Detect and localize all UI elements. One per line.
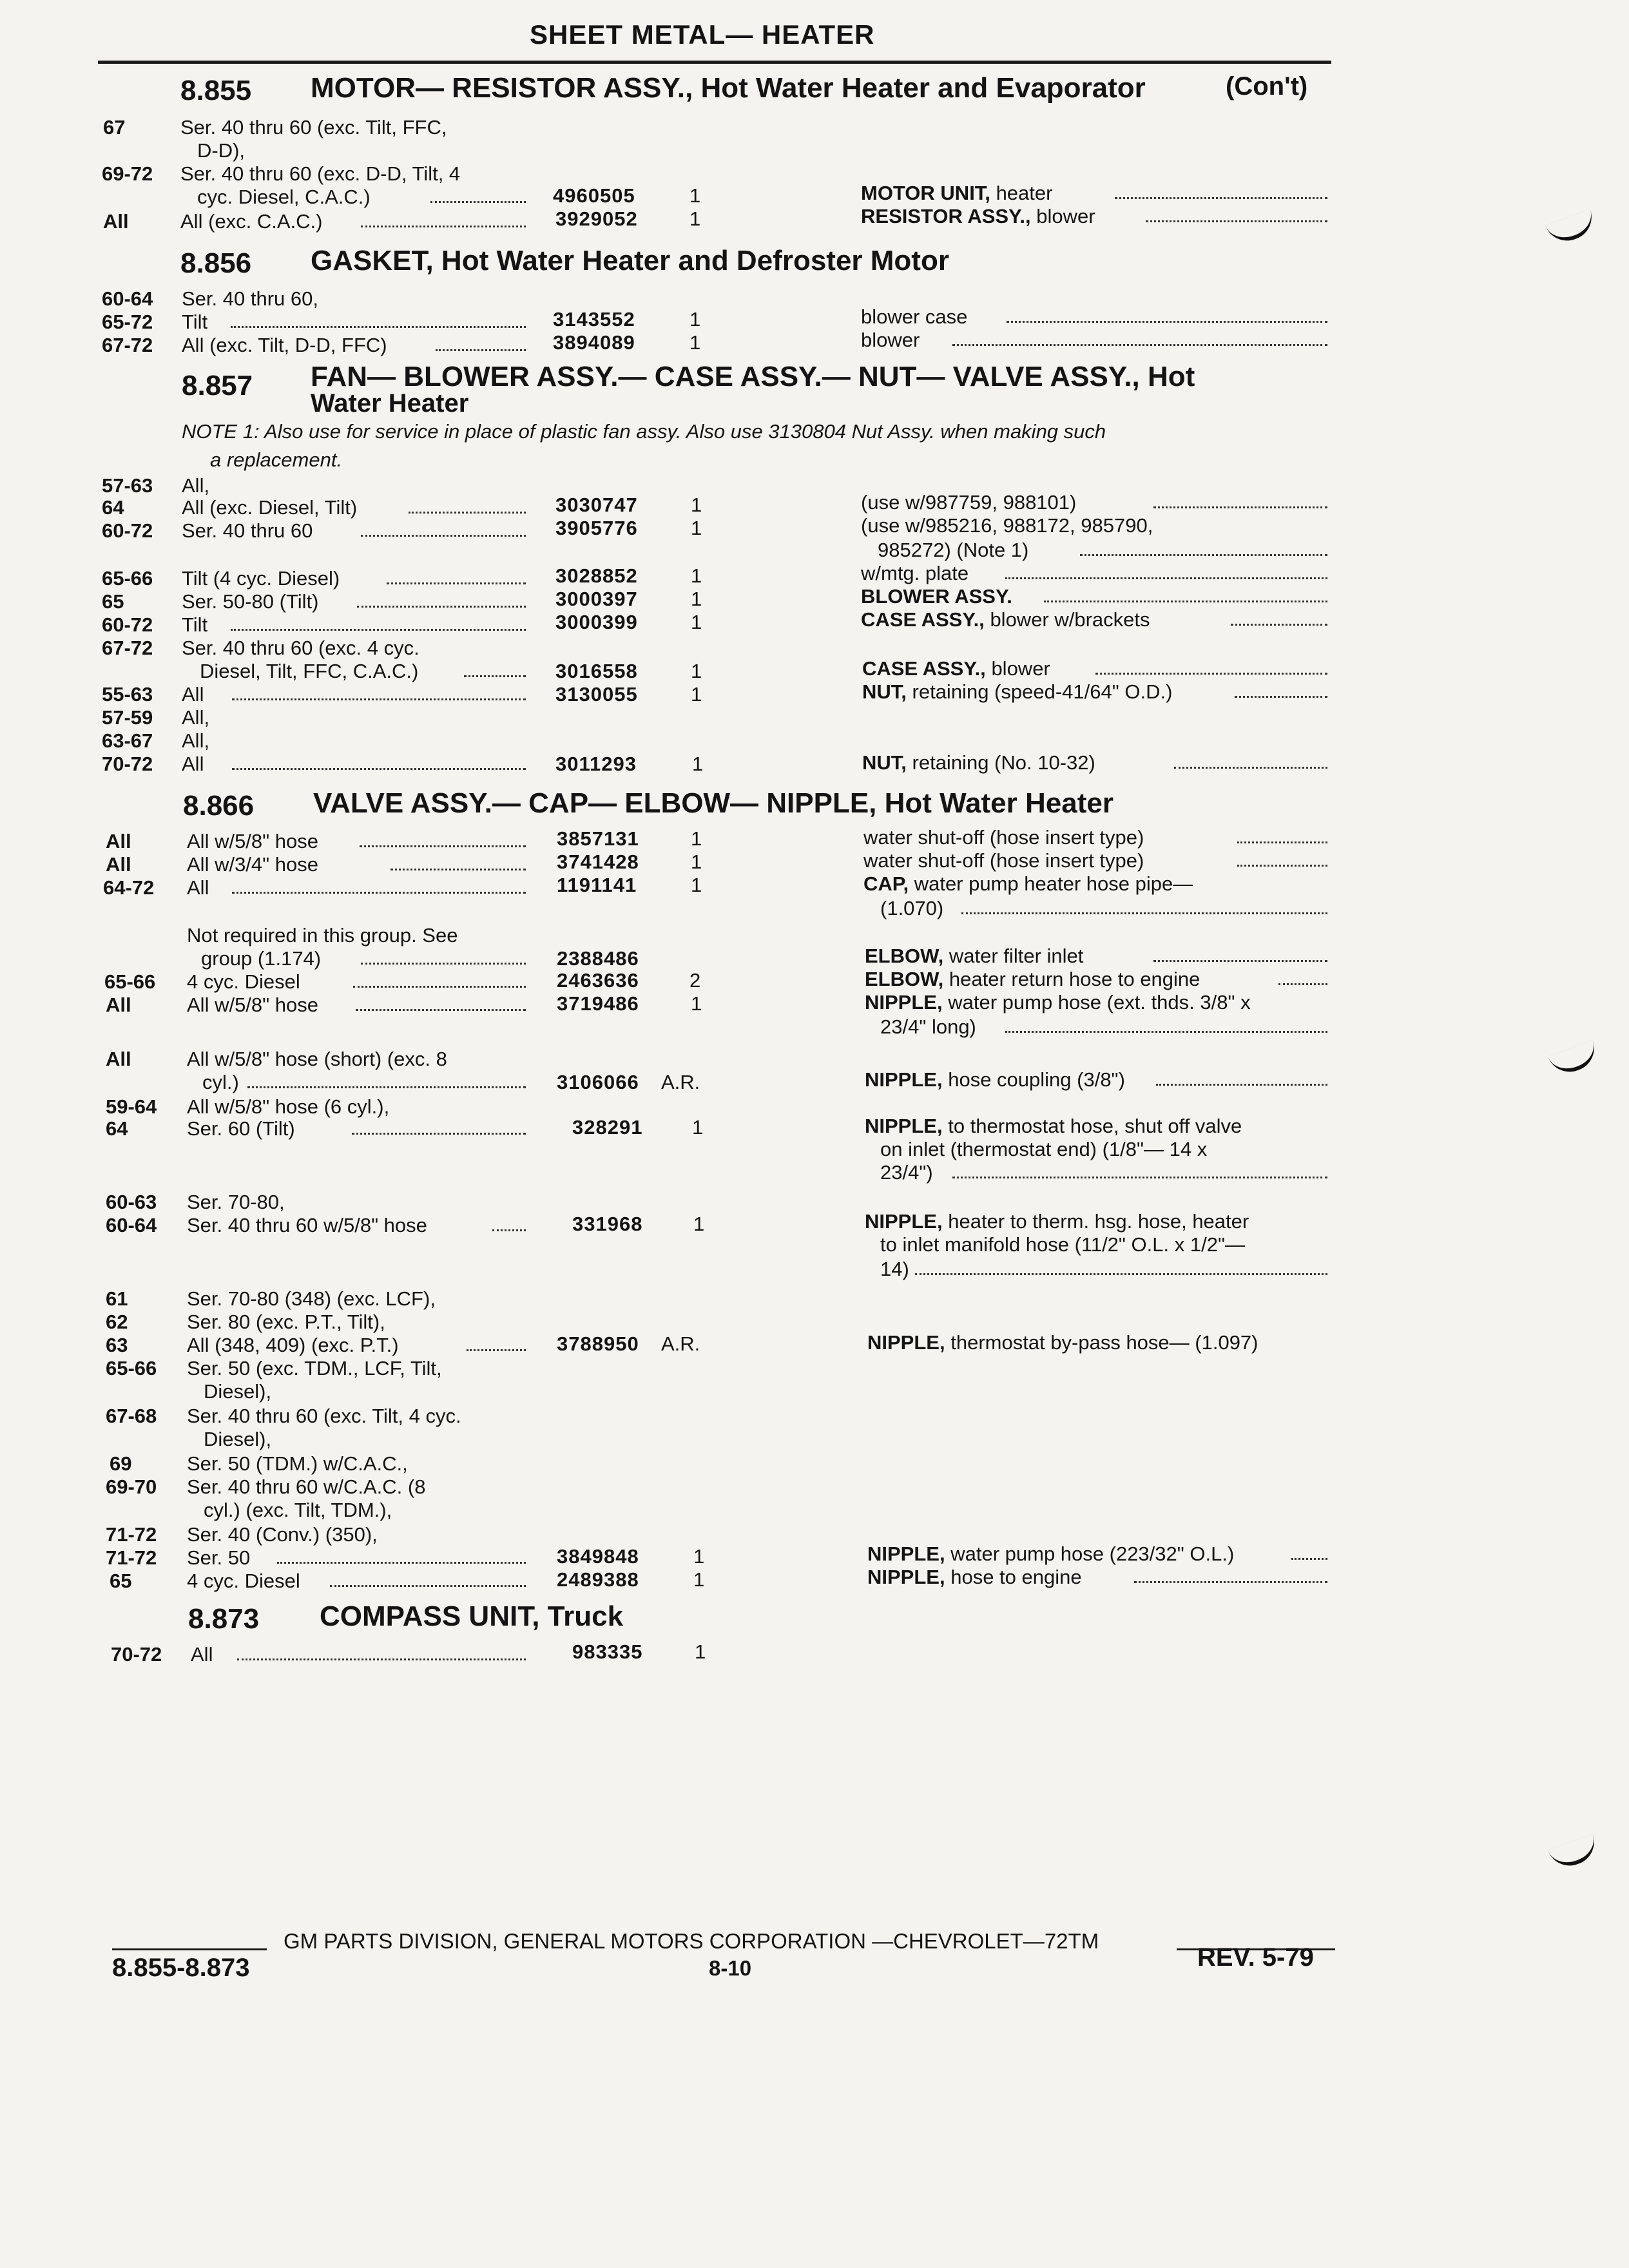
application-text: All w/3/4" hose <box>187 853 318 876</box>
year-range: 67 <box>103 116 126 139</box>
part-number: 3016558 <box>555 660 638 682</box>
application-text: Tilt <box>182 311 208 333</box>
part-number: 3741428 <box>557 850 639 873</box>
part-description: blower case <box>861 305 968 328</box>
part-description <box>867 1331 1258 1354</box>
year-range: 70-72 <box>111 1643 162 1666</box>
application-text: All <box>182 683 204 706</box>
application-text: Ser. 40 (Conv.) (350), <box>187 1523 378 1546</box>
year-range: All <box>106 994 131 1016</box>
quantity: 1 <box>691 850 702 873</box>
quantity: A.R. <box>661 1332 700 1355</box>
year-range: All <box>106 830 131 852</box>
section-number: 8.873 <box>188 1603 260 1635</box>
part-description <box>862 657 1050 680</box>
header-rule <box>98 61 1331 64</box>
part-description: (use w/987759, 988101) <box>861 491 1077 514</box>
year-range: 67-72 <box>102 637 153 659</box>
part-number: 3000397 <box>555 588 638 610</box>
quantity: 1 <box>691 660 702 682</box>
application-text: Tilt (4 cyc. Diesel) <box>182 567 340 590</box>
year-range: 65 <box>110 1570 132 1592</box>
part-description: to inlet manifold hose (11/2" O.L. x 1/2"— <box>880 1233 1245 1256</box>
quantity: 1 <box>689 207 701 230</box>
part-name: MOTOR UNIT, <box>861 182 990 204</box>
part-number: 1191141 <box>557 874 637 896</box>
section-title: VALVE ASSY.— CAP— ELBOW— NIPPLE, Hot Water Heater <box>313 787 1113 819</box>
part-description: water shut-off (hose insert type) <box>863 849 1144 872</box>
part-number: 331968 <box>572 1213 643 1235</box>
part-description: w/mtg. plate <box>861 562 969 584</box>
year-range: All <box>106 853 131 876</box>
footer-page-number: 8-10 <box>709 1956 752 1980</box>
application-text: All w/5/8" hose <box>187 994 318 1016</box>
part-number: 3028852 <box>555 564 638 587</box>
part-description <box>867 1542 1234 1566</box>
quantity: 1 <box>691 992 702 1015</box>
part-name: ELBOW, <box>865 968 944 990</box>
part-description-text: hose to engine <box>950 1566 1082 1588</box>
application-text: All <box>182 753 204 775</box>
section-number: 8.856 <box>180 247 252 279</box>
year-range: 67-72 <box>102 334 153 356</box>
year-range: 63-67 <box>102 729 153 752</box>
part-description-text: to thermostat hose, shut off valve <box>948 1115 1242 1137</box>
year-range: 65-66 <box>104 970 156 993</box>
year-range: 60-72 <box>102 519 153 542</box>
part-description <box>865 991 1251 1014</box>
year-range: 67-68 <box>106 1405 157 1427</box>
part-number: 3849848 <box>557 1545 639 1568</box>
application-text: Not required in this group. See <box>187 924 458 947</box>
application-text: Ser. 70-80 (348) (exc. LCF), <box>187 1287 436 1310</box>
application-text: 4 cyc. Diesel <box>187 970 300 993</box>
application-text: Ser. 40 thru 60 w/5/8" hose <box>187 1214 427 1236</box>
part-number: 3106066 <box>557 1071 639 1093</box>
part-description: blower <box>861 329 920 351</box>
quantity: 1 <box>693 1213 705 1235</box>
part-description <box>862 751 1095 774</box>
part-description <box>861 205 1095 228</box>
application-text: Ser. 40 thru 60, <box>182 287 318 310</box>
scan-mark <box>1548 1834 1601 1872</box>
part-name: CASE ASSY., <box>862 657 986 680</box>
application-text: cyl.) (exc. Tilt, TDM.), <box>204 1499 392 1521</box>
year-range: All <box>103 210 129 233</box>
application-text: D-D), <box>197 139 246 162</box>
quantity: 1 <box>689 308 701 331</box>
section-number: 8.857 <box>182 370 253 401</box>
year-range: 64-72 <box>103 876 155 899</box>
part-name: CAP, <box>863 872 909 895</box>
part-description-text: water filter inlet <box>949 945 1084 967</box>
part-description-text: heater return hose to engine <box>949 968 1200 990</box>
part-name: CASE ASSY., <box>861 608 985 631</box>
part-description <box>865 1068 1125 1091</box>
part-description: water shut-off (hose insert type) <box>863 826 1144 849</box>
year-range: 60-72 <box>102 613 153 636</box>
year-range: 63 <box>106 1334 128 1356</box>
application-text: All <box>187 876 209 899</box>
part-number: 3719486 <box>557 992 639 1015</box>
part-number: 2388486 <box>557 947 639 970</box>
part-description <box>863 872 1193 896</box>
quantity: 1 <box>689 184 701 207</box>
part-description-text: hose coupling (3/8") <box>948 1068 1125 1091</box>
year-range: 71-72 <box>106 1546 157 1569</box>
application-text: Diesel, Tilt, FFC, C.A.C.) <box>200 660 419 682</box>
part-description <box>862 680 1172 704</box>
application-text: cyc. Diesel, C.A.C.) <box>197 186 371 208</box>
part-description: 985272) (Note 1) <box>878 539 1029 561</box>
application-text: Ser. 80 (exc. P.T., Tilt), <box>187 1311 385 1333</box>
part-description <box>865 1210 1249 1233</box>
year-range: 60-64 <box>106 1214 157 1236</box>
part-name: NIPPLE, <box>867 1542 945 1565</box>
part-name: NIPPLE, <box>865 1068 943 1091</box>
application-text: Diesel), <box>204 1380 272 1403</box>
application-text: All (348, 409) (exc. P.T.) <box>187 1334 399 1356</box>
year-range: 71-72 <box>106 1523 157 1546</box>
quantity: 1 <box>691 827 702 850</box>
quantity: 1 <box>691 564 702 587</box>
application-text: Ser. 50 (TDM.) w/C.A.C., <box>187 1452 408 1475</box>
footnote: NOTE 1: Also use for service in place of plastic fan assy. Also use 3130804 Nut Assy. when making such <box>182 420 1106 443</box>
part-number: 983335 <box>572 1640 643 1663</box>
application-text: All (exc. C.A.C.) <box>180 210 323 233</box>
scan-mark <box>1548 1040 1601 1078</box>
part-description <box>865 945 1083 968</box>
application-text: All, <box>182 706 210 729</box>
section-title: GASKET, Hot Water Heater and Defroster Motor <box>311 245 949 276</box>
part-number: 3929052 <box>555 207 638 230</box>
application-text: cyl.) <box>202 1071 239 1093</box>
year-range: 55-63 <box>102 683 153 706</box>
application-text: Ser. 40 thru 60 (exc. Tilt, 4 cyc. <box>187 1405 461 1427</box>
year-range: 69-70 <box>106 1475 157 1498</box>
year-range: 69-72 <box>102 162 153 185</box>
quantity: 1 <box>691 494 702 516</box>
quantity: 1 <box>692 753 704 775</box>
year-range: 60-64 <box>102 287 153 310</box>
quantity: 1 <box>693 1568 705 1591</box>
quantity: 1 <box>691 588 702 610</box>
year-range: 65-66 <box>102 567 153 590</box>
year-range: 59-64 <box>106 1095 157 1118</box>
application-text: Ser. 50 (exc. TDM., LCF, Tilt, <box>187 1357 442 1379</box>
part-description <box>865 1115 1242 1138</box>
section-title: FAN— BLOWER ASSY.— CASE ASSY.— NUT— VALVE ASSY., Hot <box>311 361 1195 392</box>
section-number: 8.855 <box>180 75 252 106</box>
quantity: 2 <box>689 969 701 992</box>
application-text: Ser. 70-80, <box>187 1191 285 1213</box>
part-number: 3905776 <box>555 517 638 539</box>
application-text: Ser. 40 thru 60 w/C.A.C. (8 <box>187 1475 426 1498</box>
section-title-line2: Water Heater <box>311 389 469 418</box>
year-range: 65 <box>102 590 124 613</box>
quantity: 1 <box>693 1545 705 1568</box>
application-text: All, <box>182 729 210 752</box>
part-description-text: retaining (speed-41/64" O.D.) <box>912 680 1173 703</box>
application-text: Ser. 40 thru 60 (exc. D-D, Tilt, 4 <box>180 162 461 185</box>
part-name: BLOWER ASSY. <box>861 585 1012 608</box>
quantity: 1 <box>691 683 702 706</box>
quantity: 1 <box>692 1116 704 1139</box>
year-range: 60-63 <box>106 1191 157 1213</box>
part-description-text: water pump hose (ext. thds. 3/8" x <box>948 991 1251 1014</box>
part-number: 3143552 <box>553 308 635 331</box>
part-description <box>861 182 1052 205</box>
application-text: Ser. 40 thru 60 (exc. 4 cyc. <box>182 637 419 659</box>
application-text: Ser. 60 (Tilt) <box>187 1117 295 1140</box>
part-description <box>861 608 1150 631</box>
part-description-text: blower <box>991 657 1050 680</box>
application-text: Diesel), <box>204 1428 272 1450</box>
part-description: 14) <box>880 1258 909 1280</box>
part-description <box>867 1566 1082 1589</box>
application-text: All w/5/8" hose <box>187 830 318 852</box>
part-description-text: water pump heater hose pipe— <box>914 872 1193 895</box>
footer-group-range: 8.855-8.873 <box>112 1954 250 1982</box>
year-range: 65-66 <box>106 1357 157 1379</box>
part-number: 328291 <box>572 1116 643 1139</box>
year-range: All <box>106 1048 131 1070</box>
year-range: 57-63 <box>102 474 153 497</box>
application-text: All w/5/8" hose (6 cyl.), <box>187 1095 390 1118</box>
application-text: 4 cyc. Diesel <box>187 1570 300 1592</box>
quantity: A.R. <box>661 1071 700 1093</box>
part-name: NIPPLE, <box>865 1210 943 1233</box>
footer-revision: REV. 5-79 <box>1197 1943 1314 1972</box>
application-text: Ser. 50 <box>187 1546 251 1569</box>
part-number: 3011293 <box>555 753 637 775</box>
part-description <box>865 968 1200 991</box>
year-range: 61 <box>106 1287 128 1310</box>
part-number: 3857131 <box>557 827 639 850</box>
part-name: NUT, <box>862 751 907 774</box>
part-number: 3030747 <box>555 494 638 516</box>
year-range: 62 <box>106 1311 128 1333</box>
part-description: 23/4" long) <box>880 1015 976 1038</box>
part-description <box>861 585 1012 608</box>
scan-mark <box>1545 209 1598 247</box>
year-range: 70-72 <box>102 753 153 775</box>
quantity: 1 <box>695 1640 706 1663</box>
part-number: 4960505 <box>553 184 635 207</box>
section-title: COMPASS UNIT, Truck <box>320 1600 624 1632</box>
part-description-text: blower <box>1036 205 1095 227</box>
part-description: on inlet (thermostat end) (1/8"— 14 x <box>880 1138 1208 1160</box>
part-description: (1.070) <box>880 897 944 919</box>
year-range: 65-72 <box>102 311 153 333</box>
application-text: All (exc. Diesel, Tilt) <box>182 496 358 519</box>
section-title: MOTOR— RESISTOR ASSY., Hot Water Heater and Evaporator <box>311 72 1146 104</box>
part-name: NIPPLE, <box>867 1331 945 1354</box>
quantity: 1 <box>691 874 702 896</box>
application-text: group (1.174) <box>201 947 322 970</box>
part-name: RESISTOR ASSY., <box>861 205 1031 227</box>
application-text: All (exc. Tilt, D-D, FFC) <box>182 334 387 356</box>
quantity: 1 <box>691 611 702 633</box>
part-description-text: water pump hose (223/32" O.L.) <box>950 1542 1235 1565</box>
section-number: 8.866 <box>183 790 255 822</box>
application-text: Ser. 40 thru 60 (exc. Tilt, FFC, <box>180 116 447 139</box>
application-text: Tilt <box>182 613 208 636</box>
year-range: 64 <box>106 1117 128 1140</box>
continued-label: (Con't) <box>1226 72 1308 101</box>
part-name: NIPPLE, <box>865 991 943 1014</box>
part-number: 3130055 <box>555 683 638 706</box>
part-description-text: heater <box>996 182 1053 204</box>
quantity: 1 <box>689 331 701 354</box>
part-name: NUT, <box>862 680 907 703</box>
footer-division: GM PARTS DIVISION, GENERAL MOTORS CORPORATION —CHEVROLET—72TM <box>284 1929 1099 1953</box>
year-range: 57-59 <box>102 706 153 729</box>
application-text: All, <box>182 474 210 497</box>
part-description-text: blower w/brackets <box>990 608 1150 631</box>
part-description-text: thermostat by-pass hose— (1.097) <box>950 1331 1258 1354</box>
application-text: All w/5/8" hose (short) (exc. 8 <box>187 1048 447 1070</box>
year-range: 69 <box>110 1452 132 1475</box>
part-number: 2463636 <box>557 969 639 992</box>
part-name: ELBOW, <box>865 945 944 967</box>
footnote: a replacement. <box>210 448 343 471</box>
application-text: Ser. 40 thru 60 <box>182 519 313 542</box>
part-description-text: retaining (No. 10-32) <box>912 751 1095 774</box>
part-description-text: heater to therm. hsg. hose, heater <box>948 1210 1249 1233</box>
part-name: NIPPLE, <box>867 1566 945 1588</box>
application-text: Ser. 50-80 (Tilt) <box>182 590 319 613</box>
quantity: 1 <box>691 517 702 539</box>
part-name: NIPPLE, <box>865 1115 943 1137</box>
part-description: 23/4") <box>880 1161 933 1184</box>
page-header-title: SHEET METAL— HEATER <box>530 19 875 50</box>
part-number: 3894089 <box>553 331 635 354</box>
year-range: 64 <box>102 496 124 519</box>
part-number: 3788950 <box>557 1332 639 1355</box>
part-description: (use w/985216, 988172, 985790, <box>861 514 1153 537</box>
application-text: All <box>191 1643 213 1666</box>
part-number: 3000399 <box>555 611 638 633</box>
part-number: 2489388 <box>557 1568 639 1591</box>
